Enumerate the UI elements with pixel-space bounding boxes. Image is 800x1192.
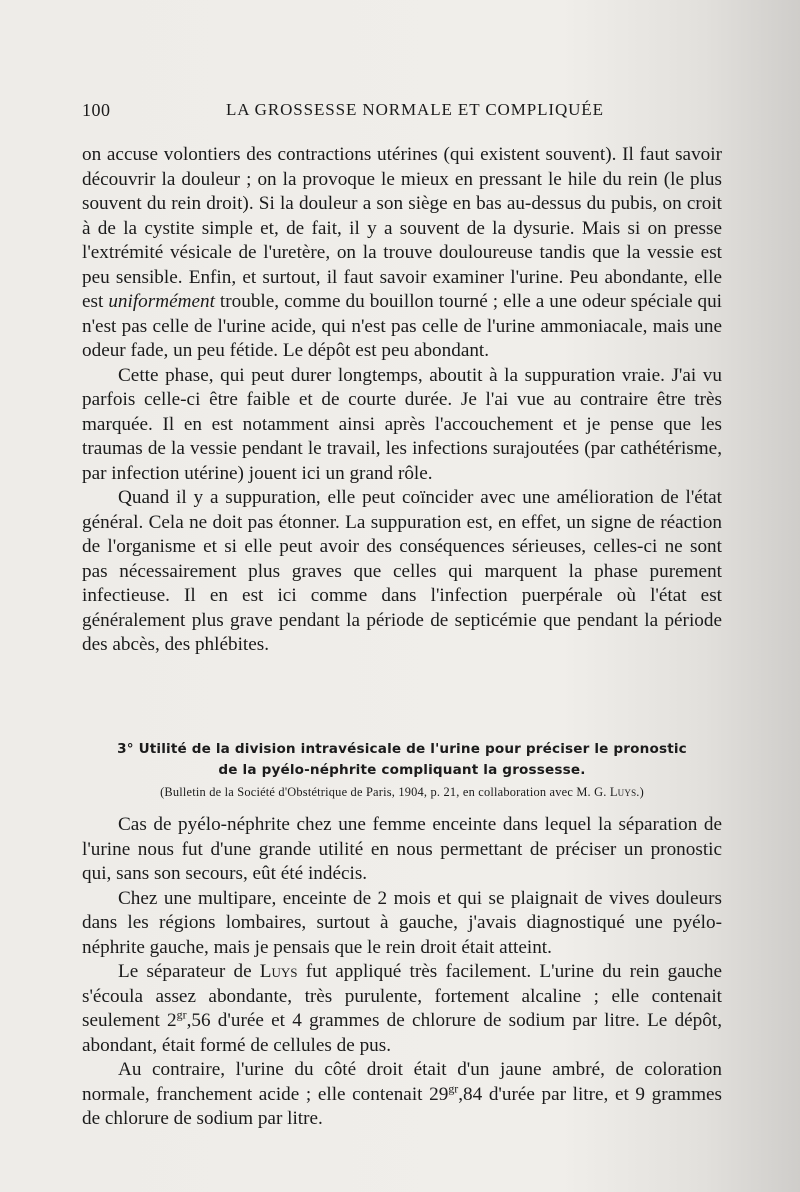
paragraph-text: trouble, comme du bouillon tourné ; elle a une odeur spéciale qui n'est pas celle de l'urine acide, qui n'est pas celle de l'urine ammoniacale, mais une odeur fade, un peu fétide. Le dépôt est peu abondant.: [82, 291, 722, 361]
italic-term: uniformément: [108, 291, 215, 312]
paragraph-text: Au contraire, l'urine du côté droit était d'un jaune ambré, de coloration normale, franchement acide ; elle contenait 29: [82, 1059, 722, 1105]
body-text-bottom: [82, 813, 722, 1132]
paragraph-text: fut appliqué très facilement. L'urine du rein gauche s'écoula assez abondante, très purulente, fortement alcaline ; elle contenait seulement 2: [82, 961, 722, 1031]
author-name: Luys: [259, 961, 298, 982]
citation-author: Luys: [609, 785, 637, 799]
body-text-top: [82, 143, 722, 658]
paragraph: Cas de pyélo-néphrite chez une femme enceinte dans lequel la séparation de l'urine nous fut d'une grande utilité en nous permettant de préciser un pronostic qui, sans son secours, eût été indécis.: [82, 814, 722, 884]
running-title: LA GROSSESSE NORMALE ET COMPLIQUÉE: [226, 100, 604, 119]
paragraph-text: ,56 d'urée et 4 grammes de chlorure de sodium par litre. Le dépôt, abondant, était formé de cellules de pus.: [82, 1010, 722, 1056]
paragraph: [82, 1058, 722, 1132]
paragraph-text: Le séparateur de: [118, 961, 260, 982]
section-heading-line: 3° Utilité de la division intravésicale de l'urine pour préciser le pronostic: [117, 741, 687, 757]
unit-superscript: gr: [448, 1081, 459, 1096]
citation: [82, 785, 722, 800]
citation-text: .): [636, 785, 644, 799]
page-header: [82, 100, 782, 130]
section-heading-line: de la pyélo-néphrite compliquant la grossesse.: [218, 762, 586, 778]
paragraph: Cette phase, qui peut durer longtemps, aboutit à la suppuration vraie. J'ai vu parfois celle-ci être faible et de courte durée. Je l'ai vue au contraire être très marquée. Il en est notamment ainsi après l'accouchement et je pense que les traumas de la vessie pendant le travail, les infections surajoutées (par cathétérisme, par infection utérine) jouent ici un grand rôle.: [82, 364, 722, 484]
section-heading: [82, 739, 722, 781]
paragraph-text: ,84 d'urée par litre, et 9 grammes de chlorure de sodium par litre.: [82, 1083, 722, 1129]
paragraph: Chez une multipare, enceinte de 2 mois et qui se plaignait de vives douleurs dans les régions lombaires, surtout à gauche, j'avais diagnostiqué une pyélo-néphrite gauche, mais je pensais que le rein droit était atteint.: [82, 887, 722, 958]
citation-text: (Bulletin de la Société d'Obstétrique de Paris, 1904, p. 21, en collaboration avec M. G.: [160, 785, 610, 799]
paragraph: [82, 143, 722, 364]
page-number: 100: [82, 100, 111, 120]
unit-superscript: gr: [176, 1007, 187, 1022]
paragraph: Quand il y a suppuration, elle peut coïncider avec une amélioration de l'état général. Cela ne doit pas étonner. La suppuration est, en effet, un signe de réaction de l'organisme et si elle peut avoir des conséquences sérieuses, celles-ci ne sont pas nécessairement plus graves que celles qui marquent la phase purement infectieuse. Il en est ici comme dans l'infection puerpérale où l'état est généralement plus grave pendant la période de septicémie que pendant la période des abcès, des phlébites.: [82, 487, 722, 655]
paragraph-text: on accuse volontiers des contractions utérines (qui existent souvent). Il faut savoir découvrir la douleur ; on la provoque le mieux en pressant le hile du rein (le plus souvent du rein droit). Si la douleur a son siège en bas au-dessus du pubis, on croit à de la cystite simple et, de fait, il y a souvent de la dysurie. Mais si on presse l'extrémité vésicale de l'uretère, on la trouve douloureuse tandis que la vessie est peu sensible. Enfin, et surtout, il faut savoir examiner l'urine. Peu abondante, elle est: [82, 144, 722, 312]
paragraph: [82, 960, 722, 1058]
